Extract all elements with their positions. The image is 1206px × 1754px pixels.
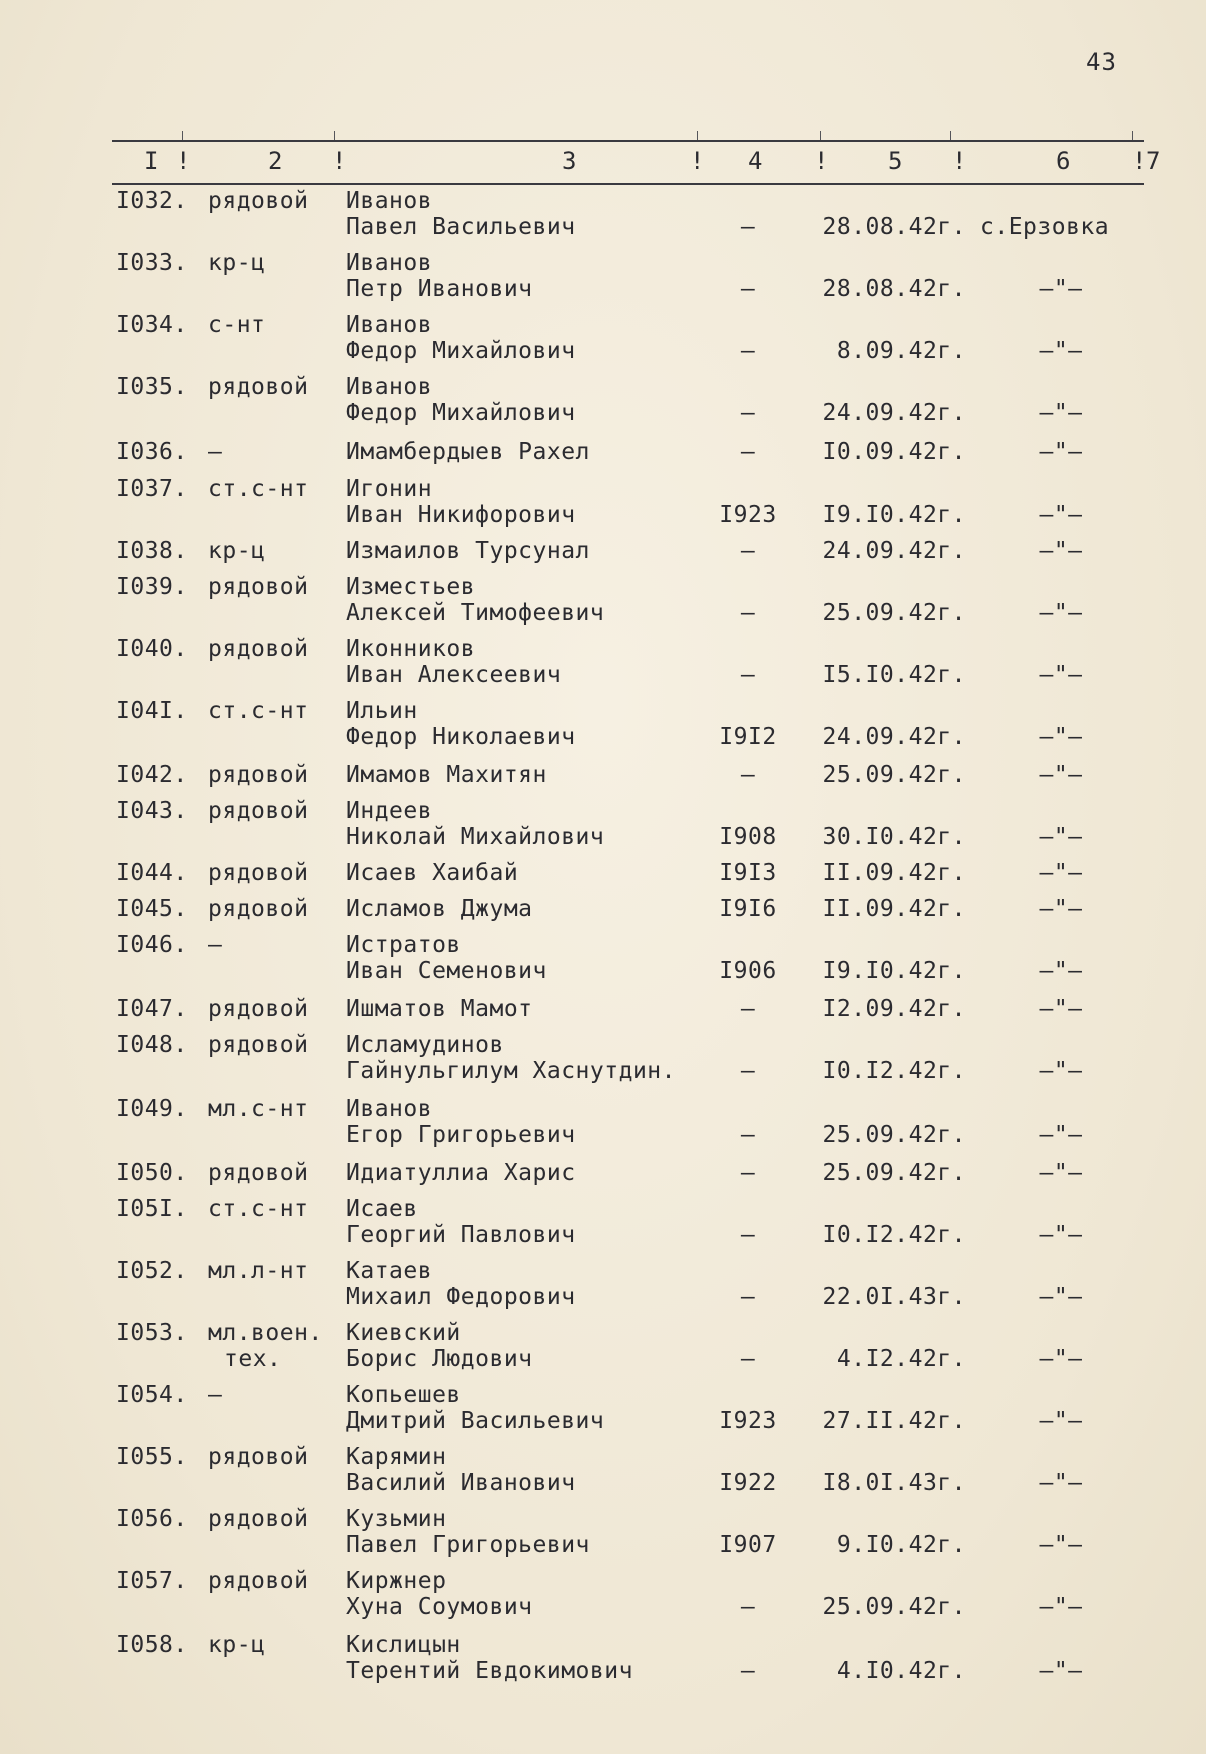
birth-year: I9I6 (719, 896, 777, 922)
death-date: 25.09.42г. (822, 600, 966, 626)
birth-year: – (740, 600, 756, 626)
record-number: I033. (116, 250, 188, 276)
rank: – (208, 932, 223, 958)
header-col-4: 4 (748, 147, 763, 175)
death-date: 28.08.42г. (822, 276, 966, 302)
given-names: Хуна Соумович (346, 1594, 533, 1620)
surname: Истратов (346, 932, 461, 958)
rank: рядовой (208, 896, 309, 922)
birth-year: – (740, 762, 756, 788)
record-number: I05I. (116, 1196, 188, 1222)
header-col-3: 3 (562, 147, 577, 175)
birth-year: I907 (719, 1532, 777, 1558)
death-date: I0.I2.42г. (822, 1222, 966, 1248)
given-names: Георгий Павлович (346, 1222, 576, 1248)
burial-place: –"– (1039, 996, 1083, 1022)
rank: рядовой (208, 574, 309, 600)
header-col-1: I (144, 147, 159, 175)
rank: ст.с-нт (208, 698, 309, 724)
rank: кр-ц (208, 1632, 266, 1658)
rank: рядовой (208, 1568, 309, 1594)
given-names: Федор Николаевич (346, 724, 576, 750)
burial-place: –"– (1039, 502, 1083, 528)
rank: рядовой (208, 798, 309, 824)
surname: Ильин (346, 698, 418, 724)
record-number: I032. (116, 188, 188, 214)
birth-year: – (740, 439, 756, 465)
burial-place: –"– (1039, 1470, 1083, 1496)
full-name: Исламов Джума (346, 896, 533, 922)
birth-year: – (740, 1222, 756, 1248)
record-number: I053. (116, 1320, 188, 1346)
given-names: Иван Алексеевич (346, 662, 562, 688)
surname: Исламудинов (346, 1032, 504, 1058)
given-names: Николай Михайлович (346, 824, 605, 850)
given-names: Федор Михайлович (346, 400, 576, 426)
surname: Иконников (346, 636, 476, 662)
record-number: I056. (116, 1506, 188, 1532)
given-names: Федор Михайлович (346, 338, 576, 364)
header-separator: ! (332, 147, 347, 175)
rank: мл.с-нт (208, 1096, 309, 1122)
birth-year: – (740, 400, 756, 426)
rank: мл.воен. (208, 1320, 323, 1346)
death-date: 28.08.42г. (822, 214, 966, 240)
birth-year: I9I2 (719, 724, 777, 750)
death-date: 4.I2.42г. (836, 1346, 966, 1372)
birth-year: – (740, 276, 756, 302)
record-number: I037. (116, 476, 188, 502)
burial-place: с.Ерзовка (980, 214, 1110, 240)
burial-place: –"– (1039, 1058, 1083, 1084)
record-number: I049. (116, 1096, 188, 1122)
header-separator: ! (690, 147, 705, 175)
page-number: 43 (1086, 48, 1117, 76)
death-date: I9.I0.42г. (822, 958, 966, 984)
death-date: II.09.42г. (822, 896, 966, 922)
rank: – (208, 439, 223, 465)
given-names: Терентий Евдокимович (346, 1658, 633, 1684)
death-date: 24.09.42г. (822, 724, 966, 750)
record-number: I048. (116, 1032, 188, 1058)
death-date: 4.I0.42г. (836, 1658, 966, 1684)
header-col-6: 6 (1056, 147, 1071, 175)
birth-year: I9I3 (719, 860, 777, 886)
death-date: 24.09.42г. (822, 538, 966, 564)
burial-place: –"– (1039, 824, 1083, 850)
birth-year: – (740, 662, 756, 688)
header-separator: ! (176, 147, 191, 175)
full-name: Исаев Хаибай (346, 860, 519, 886)
burial-place: –"– (1039, 1408, 1083, 1434)
rank: кр-ц (208, 250, 266, 276)
rank-continuation: тех. (224, 1346, 282, 1372)
burial-place: –"– (1039, 958, 1083, 984)
death-date: 8.09.42г. (836, 338, 966, 364)
full-name: Идиатуллиа Харис (346, 1160, 576, 1186)
rank: рядовой (208, 996, 309, 1022)
rank: рядовой (208, 636, 309, 662)
rank: – (208, 1382, 223, 1408)
rank: ст.с-нт (208, 476, 309, 502)
burial-place: –"– (1039, 1346, 1083, 1372)
full-name: Измаилов Турсунал (346, 538, 590, 564)
record-number: I043. (116, 798, 188, 824)
surname: Игонин (346, 476, 433, 502)
birth-year: – (740, 214, 756, 240)
burial-place: –"– (1039, 276, 1083, 302)
birth-year: – (740, 1122, 756, 1148)
header-separator: ! (952, 147, 967, 175)
death-date: I0.09.42г. (822, 439, 966, 465)
death-date: II.09.42г. (822, 860, 966, 886)
rank: рядовой (208, 762, 309, 788)
record-number: I040. (116, 636, 188, 662)
given-names: Иван Никифорович (346, 502, 576, 528)
birth-year: – (740, 338, 756, 364)
surname: Катаев (346, 1258, 433, 1284)
birth-year: – (740, 1346, 756, 1372)
record-number: I054. (116, 1382, 188, 1408)
death-date: I9.I0.42г. (822, 502, 966, 528)
burial-place: –"– (1039, 662, 1083, 688)
surname: Иванов (346, 374, 433, 400)
header-col-5: 5 (888, 147, 903, 175)
rank: ст.с-нт (208, 1196, 309, 1222)
death-date: 25.09.42г. (822, 1122, 966, 1148)
given-names: Дмитрий Васильевич (346, 1408, 605, 1434)
given-names: Алексей Тимофеевич (346, 600, 605, 626)
surname: Копьешев (346, 1382, 461, 1408)
rank: рядовой (208, 1032, 309, 1058)
record-number: I04I. (116, 698, 188, 724)
record-number: I052. (116, 1258, 188, 1284)
burial-place: –"– (1039, 1594, 1083, 1620)
rank: рядовой (208, 1506, 309, 1532)
death-date: 30.I0.42г. (822, 824, 966, 850)
birth-year: I923 (719, 1408, 777, 1434)
given-names: Павел Григорьевич (346, 1532, 590, 1558)
birth-year: – (740, 1284, 756, 1310)
record-number: I057. (116, 1568, 188, 1594)
birth-year: – (740, 1594, 756, 1620)
record-number: I047. (116, 996, 188, 1022)
burial-place: –"– (1039, 1222, 1083, 1248)
burial-place: –"– (1039, 439, 1083, 465)
death-date: I0.I2.42г. (822, 1058, 966, 1084)
header-col-7: 7 (1146, 147, 1161, 175)
full-name: Имамбердыев Рахел (346, 439, 590, 465)
burial-place: –"– (1039, 762, 1083, 788)
surname: Иванов (346, 1096, 433, 1122)
header-separator: ! (1132, 147, 1147, 175)
given-names: Иван Семенович (346, 958, 547, 984)
surname: Изместьев (346, 574, 476, 600)
death-date: 25.09.42г. (822, 1594, 966, 1620)
given-names: Гайнульгилум Хаснутдин. (346, 1058, 676, 1084)
birth-year: I922 (719, 1470, 777, 1496)
header-top-rule (112, 140, 1144, 142)
record-number: I042. (116, 762, 188, 788)
record-number: I039. (116, 574, 188, 600)
surname: Киевский (346, 1320, 461, 1346)
given-names: Борис Людович (346, 1346, 533, 1372)
death-date: 25.09.42г. (822, 762, 966, 788)
birth-year: – (740, 1658, 756, 1684)
given-names: Василий Иванович (346, 1470, 576, 1496)
surname: Киржнер (346, 1568, 447, 1594)
given-names: Михаил Федорович (346, 1284, 576, 1310)
birth-year: I908 (719, 824, 777, 850)
death-date: I5.I0.42г. (822, 662, 966, 688)
death-date: 25.09.42г. (822, 1160, 966, 1186)
record-number: I045. (116, 896, 188, 922)
table-header (0, 147, 1206, 177)
record-number: I035. (116, 374, 188, 400)
full-name: Ишматов Мамот (346, 996, 533, 1022)
death-date: 22.0I.43г. (822, 1284, 966, 1310)
death-date: 9.I0.42г. (836, 1532, 966, 1558)
record-number: I050. (116, 1160, 188, 1186)
header-bottom-rule (112, 183, 1144, 185)
rank: мл.л-нт (208, 1258, 309, 1284)
rank: рядовой (208, 188, 309, 214)
given-names: Павел Васильевич (346, 214, 576, 240)
burial-place: –"– (1039, 338, 1083, 364)
rank: рядовой (208, 860, 309, 886)
birth-year: – (740, 1160, 756, 1186)
burial-place: –"– (1039, 400, 1083, 426)
burial-place: –"– (1039, 1658, 1083, 1684)
record-number: I034. (116, 312, 188, 338)
surname: Кузьмин (346, 1506, 447, 1532)
death-date: I2.09.42г. (822, 996, 966, 1022)
burial-place: –"– (1039, 896, 1083, 922)
header-separator: ! (814, 147, 829, 175)
birth-year: I923 (719, 502, 777, 528)
rank: рядовой (208, 1444, 309, 1470)
rank: рядовой (208, 1160, 309, 1186)
burial-place: –"– (1039, 724, 1083, 750)
record-number: I038. (116, 538, 188, 564)
surname: Иванов (346, 250, 433, 276)
burial-place: –"– (1039, 1122, 1083, 1148)
surname: Кислицын (346, 1632, 461, 1658)
given-names: Петр Иванович (346, 276, 533, 302)
rank: рядовой (208, 374, 309, 400)
burial-place: –"– (1039, 1160, 1083, 1186)
surname: Иванов (346, 188, 433, 214)
record-number: I055. (116, 1444, 188, 1470)
birth-year: – (740, 996, 756, 1022)
rank: кр-ц (208, 538, 266, 564)
record-number: I058. (116, 1632, 188, 1658)
given-names: Егор Григорьевич (346, 1122, 576, 1148)
surname: Исаев (346, 1196, 418, 1222)
death-date: I8.0I.43г. (822, 1470, 966, 1496)
surname: Иванов (346, 312, 433, 338)
burial-place: –"– (1039, 860, 1083, 886)
birth-year: I906 (719, 958, 777, 984)
header-col-2: 2 (268, 147, 283, 175)
surname: Индеев (346, 798, 433, 824)
burial-place: –"– (1039, 1284, 1083, 1310)
burial-place: –"– (1039, 538, 1083, 564)
burial-place: –"– (1039, 1532, 1083, 1558)
surname: Карямин (346, 1444, 447, 1470)
record-number: I036. (116, 439, 188, 465)
record-number: I044. (116, 860, 188, 886)
record-number: I046. (116, 932, 188, 958)
death-date: 27.II.42г. (822, 1408, 966, 1434)
birth-year: – (740, 538, 756, 564)
full-name: Имамов Махитян (346, 762, 547, 788)
death-date: 24.09.42г. (822, 400, 966, 426)
rank: с-нт (208, 312, 266, 338)
birth-year: – (740, 1058, 756, 1084)
burial-place: –"– (1039, 600, 1083, 626)
